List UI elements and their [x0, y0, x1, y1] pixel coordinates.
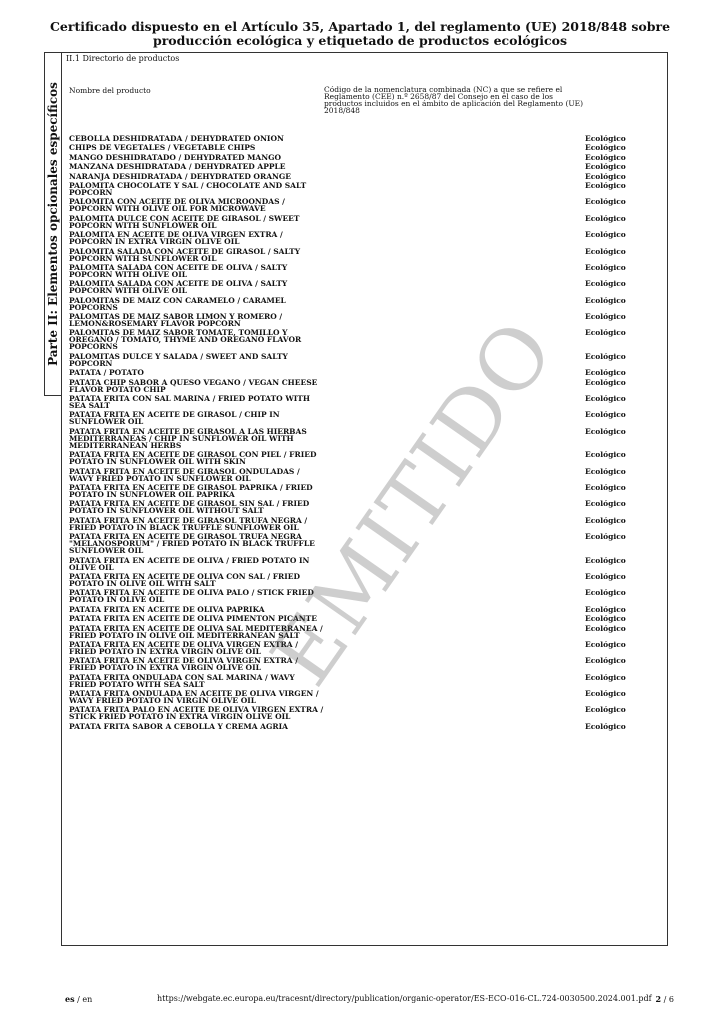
product-status: Ecológico [585, 152, 626, 162]
product-name: PATATA FRITA SABOR A CEBOLLA Y CREMA AGRIA [69, 721, 288, 731]
product-name: PALOMITA CON ACEITE DE OLIVA MICROONDAS / POPCORN WITH OLIVE OIL FOR MICROWAVE [69, 197, 285, 214]
page-separator: / [661, 995, 669, 1004]
product-name: PALOMITAS DE MAIZ SABOR TOMATE, TOMILLO Y OREGANO / TOMATO, THYME AND OREGANO FLAVOR POPCORNS [69, 328, 302, 352]
product-name: PALOMITA DULCE CON ACEITE DE GIRASOL / SWEET POPCORN WITH SUNFLOWER OIL [69, 213, 300, 230]
product-directory-table [61, 52, 668, 946]
column-header-name: Nombre del producto [69, 86, 151, 95]
product-name: PATATA FRITA EN ACEITE DE OLIVA SAL MEDITERRANEA / FRIED POTATO IN OLIVE OIL MEDITERRANEAN SALT [69, 623, 323, 640]
product-name: CHIPS DE VEGETALES / VEGETABLE CHIPS [69, 143, 256, 153]
table-row [69, 353, 659, 367]
section-title: II.1 Directorio de productos [66, 54, 180, 63]
table-row [69, 313, 659, 327]
page-number [656, 993, 674, 1006]
table-row [69, 533, 659, 554]
product-name: CEBOLLA DESHIDRATADA / DEHYDRATED ONION [69, 134, 284, 143]
product-name: PATATA FRITA EN ACEITE DE OLIVA / FRIED POTATO IN OLIVE OIL [69, 555, 310, 572]
table-row [69, 500, 659, 514]
table-row [69, 411, 659, 425]
product-status: Ecológico [585, 410, 626, 420]
page-title: Certificado dispuesto en el Artículo 35, Apartado 1, del reglamento (UE) 2018/848 sobre producción ecológica y etiquetado de productos ecológicos [49, 19, 671, 48]
table-row [69, 641, 659, 655]
table-row [69, 451, 659, 465]
document-url[interactable]: https://webgate.ec.europa.eu/tracesnt/directory/publication/organic-operator/ES-ECO-016-CL.724-0030500.2024.001.pdf [157, 994, 652, 1003]
product-name: PATATA FRITA EN ACEITE DE GIRASOL CON PIEL / FRIED POTATO IN SUNFLOWER OIL WITH SKIN [69, 450, 317, 467]
table-row [69, 182, 659, 196]
product-status: Ecológico [585, 614, 626, 624]
table-row [69, 625, 659, 639]
product-status: Ecológico [585, 279, 626, 289]
table-row [69, 428, 659, 449]
product-status: Ecológico [585, 426, 626, 436]
product-status: Ecológico [585, 571, 626, 581]
product-status: Ecológico [585, 351, 626, 361]
page-current: 2 [655, 994, 662, 1004]
product-status: Ecológico [585, 394, 626, 404]
product-name: PATATA FRITA ONDULADA CON SAL MARINA / WAVY FRIED POTATO WITH SEA SALT [69, 672, 295, 689]
product-status: Ecológico [585, 623, 626, 633]
product-status: Ecológico [585, 499, 626, 509]
product-name: PATATA FRITA ONDULADA EN ACEITE DE OLIVA VIRGEN / WAVY FRIED POTATO IN VIRGIN OLIVE OIL [69, 689, 319, 706]
product-status: Ecológico [585, 532, 626, 542]
table-row [69, 468, 659, 482]
table-row [69, 154, 659, 161]
table-row [69, 395, 659, 409]
table-row [69, 264, 659, 278]
product-status: Ecológico [585, 197, 626, 207]
table-row [69, 657, 659, 671]
product-status: Ecológico [585, 180, 626, 190]
table-row [69, 589, 659, 603]
table-row [69, 144, 659, 151]
language-other[interactable]: en [82, 995, 93, 1004]
product-status: Ecológico [585, 588, 626, 598]
product-name: PATATA FRITA EN ACEITE DE GIRASOL TRUFA NEGRA / FRIED POTATO IN BLACK TRUFFLE SUNFLOWER OIL [69, 515, 308, 532]
product-name: PATATA FRITA PALO EN ACEITE DE OLIVA VIRGEN EXTRA / STICK FRIED POTATO IN EXTRA VIRGIN OLIVE OIL [69, 705, 324, 722]
product-status: Ecológico [585, 213, 626, 223]
language-current: es [65, 994, 75, 1004]
product-name: PATATA FRITA EN ACEITE DE GIRASOL / CHIP IN SUNFLOWER OIL [69, 410, 280, 427]
column-header-code: Código de la nomenclatura combinada (NC) a que se refiere el Reglamento (CEE) n.º 2658/87 del Consejo en el caso de los productos incluidos en el ámbito de aplicación del Reglamento (UE) 2018/848 [324, 85, 584, 115]
product-name: PALOMITAS DULCE Y SALADA / SWEET AND SALTY POPCORN [69, 351, 288, 368]
product-name: PALOMITA EN ACEITE DE OLIVA VIRGEN EXTRA / POPCORN IN EXTRA VIRGIN OLIVE OIL [69, 230, 283, 247]
product-status: Ecológico [585, 689, 626, 699]
product-name: PATATA FRITA EN ACEITE DE OLIVA VIRGEN EXTRA / FRIED POTATO IN EXTRA VIRGIN OLIVE OIL [69, 639, 298, 656]
product-name: PALOMITAS DE MAIZ SABOR LIMON Y ROMERO / LEMON&ROSEMARY FLAVOR POPCORN [69, 312, 283, 329]
product-status: Ecológico [585, 604, 626, 614]
table-row [69, 297, 659, 311]
product-status: Ecológico [585, 312, 626, 322]
product-status: Ecológico [585, 515, 626, 525]
product-name: PATATA FRITA EN ACEITE DE GIRASOL PAPRIKA / FRIED POTATO IN SUNFLOWER OIL PAPRIKA [69, 482, 313, 499]
table-row [69, 215, 659, 229]
product-name: PATATA FRITA EN ACEITE DE GIRASOL A LAS HIERBAS MEDITERRANEAS / CHIP IN SUNFLOWER OIL WITH MEDITERRANEAN HERBS [69, 426, 307, 450]
side-label-box [44, 52, 62, 396]
product-name: MANZANA DESHIDRATADA / DEHYDRATED APPLE [69, 162, 286, 172]
product-status: Ecológico [585, 705, 626, 715]
table-row [69, 369, 659, 376]
table-row [69, 280, 659, 294]
product-status: Ecológico [585, 656, 626, 666]
product-status: Ecológico [585, 134, 626, 143]
product-name: PALOMITA SALADA CON ACEITE DE OLIVA / SALTY POPCORN WITH OLIVE OIL [69, 262, 288, 279]
table-row [69, 706, 659, 720]
table-row [69, 173, 659, 180]
product-name: PALOMITA SALADA CON ACEITE DE OLIVA / SALTY POPCORN WITH OLIVE OIL [69, 279, 288, 296]
product-status: Ecológico [585, 555, 626, 565]
table-row [69, 674, 659, 688]
product-name: PATATA FRITA EN ACEITE DE GIRASOL SIN SAL / FRIED POTATO IN SUNFLOWER OIL WITHOUT SALT [69, 499, 310, 516]
product-status: Ecológico [585, 171, 626, 181]
product-status: Ecológico [585, 368, 626, 378]
product-status: Ecológico [585, 482, 626, 492]
product-status: Ecológico [585, 377, 626, 387]
product-rows [69, 135, 659, 732]
table-row [69, 248, 659, 262]
table-row [69, 690, 659, 704]
product-name: MANGO DESHIDRATADO / DEHYDRATED MANGO [69, 152, 282, 162]
product-status: Ecológico [585, 721, 626, 731]
product-status: Ecológico [585, 162, 626, 172]
page-footer [60, 993, 680, 1005]
product-name: PATATA FRITA EN ACEITE DE OLIVA VIRGEN EXTRA / FRIED POTATO IN EXTRA VIRGIN OLIVE OIL [69, 656, 298, 673]
product-status: Ecológico [585, 450, 626, 460]
table-row [69, 484, 659, 498]
product-name: PALOMITA CHOCOLATE Y SAL / CHOCOLATE AND SALT POPCORN [69, 180, 307, 197]
table-row [69, 163, 659, 170]
product-name: PATATA FRITA EN ACEITE DE GIRASOL ONDULADAS / WAVY FRIED POTATO IN SUNFLOWER OIL [69, 466, 300, 483]
product-name: PATATA CHIP SABOR A QUESO VEGANO / VEGAN CHEESE FLAVOR POTATO CHIP [69, 377, 318, 394]
product-status: Ecológico [585, 143, 626, 153]
product-status: Ecológico [585, 328, 626, 338]
side-label: Parte II: Elementos opcionales específicos [46, 82, 60, 366]
table-row [69, 198, 659, 212]
table-row [69, 379, 659, 393]
language-separator: / [74, 995, 83, 1004]
table-row [69, 723, 659, 730]
table-row [69, 135, 659, 142]
product-status: Ecológico [585, 246, 626, 256]
table-row [69, 573, 659, 587]
table-row [69, 557, 659, 571]
product-status: Ecológico [585, 262, 626, 272]
language-indicator [65, 993, 92, 1006]
product-name: PALOMITA SALADA CON ACEITE DE GIRASOL / SALTY POPCORN WITH SUNFLOWER OIL [69, 246, 301, 263]
watermark-stamp: EMITIDO [252, 302, 574, 703]
product-name: PATATA FRITA EN ACEITE DE OLIVA PIMENTON PICANTE [69, 614, 317, 624]
table-row [69, 329, 659, 350]
table-row [69, 606, 659, 613]
product-name: PATATA FRITA EN ACEITE DE GIRASOL TRUFA NEGRA "MELANOSPORUM" / FRIED POTATO IN BLACK TRUFFLE SUNFLOWER OIL [69, 532, 315, 556]
product-name: PATATA FRITA EN ACEITE DE OLIVA PAPRIKA [69, 604, 265, 614]
product-name: PALOMITAS DE MAIZ CON CARAMELO / CARAMEL POPCORNS [69, 295, 286, 312]
product-status: Ecológico [585, 639, 626, 649]
page-total: 6 [668, 995, 674, 1004]
table-row [69, 231, 659, 245]
table-row [69, 615, 659, 622]
table-row [69, 517, 659, 531]
product-name: PATATA / POTATO [69, 368, 144, 378]
product-name: PATATA FRITA EN ACEITE DE OLIVA PALO / STICK FRIED POTATO IN OLIVE OIL [69, 588, 314, 605]
product-status: Ecológico [585, 466, 626, 476]
product-name: PATATA FRITA CON SAL MARINA / FRIED POTATO WITH SEA SALT [69, 394, 310, 411]
product-status: Ecológico [585, 230, 626, 240]
product-name: PATATA FRITA EN ACEITE DE OLIVA CON SAL / FRIED POTATO IN OLIVE OIL WITH SALT [69, 571, 300, 588]
product-status: Ecológico [585, 672, 626, 682]
product-status: Ecológico [585, 295, 626, 305]
product-name: NARANJA DESHIDRATADA / DEHYDRATED ORANGE [69, 171, 291, 181]
